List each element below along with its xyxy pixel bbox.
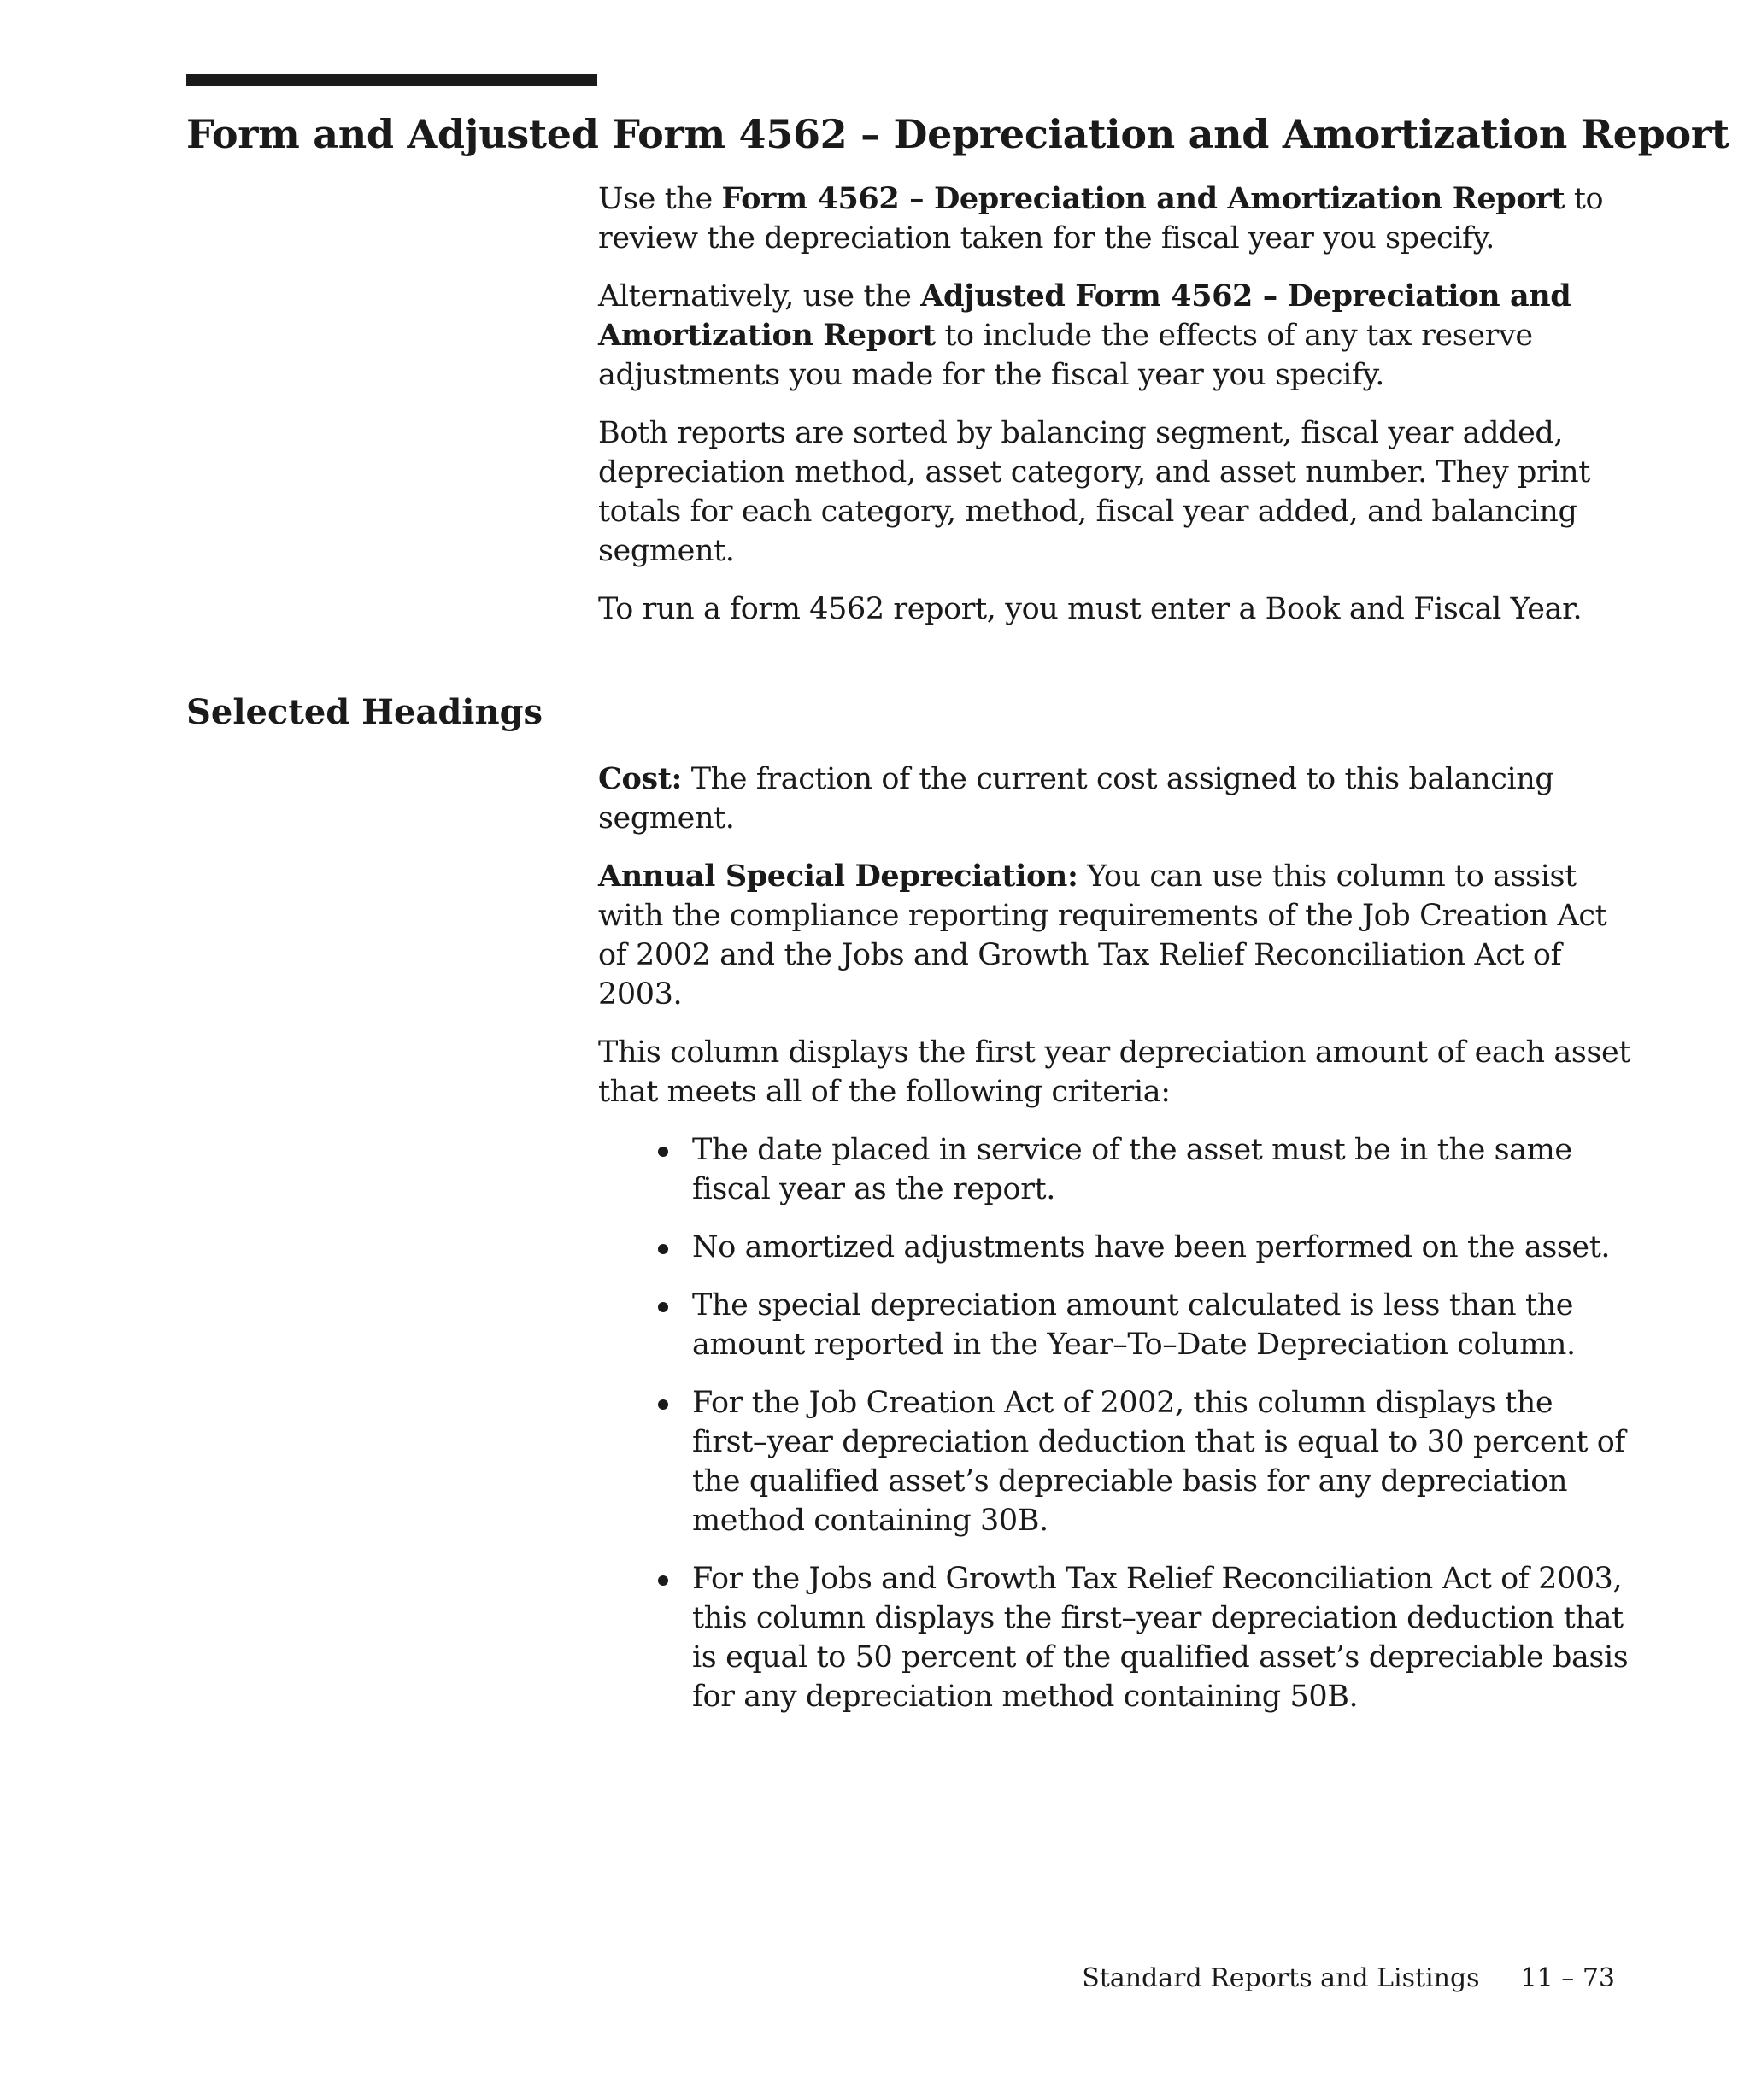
footer-chapter: Standard Reports and Listings bbox=[1082, 1963, 1480, 1993]
list-item: The special depreciation amount calculated is less than the amount reported in the Year–To–Date Depreciation column. bbox=[692, 1286, 1632, 1364]
intro-paragraph-1: Use the Form 4562 – Depreciation and Amortization Report to review the depreciation taken for the fiscal year you specify. bbox=[598, 181, 1604, 255]
bullet-icon bbox=[658, 1147, 668, 1157]
intro-paragraph-4: To run a form 4562 report, you must enter a Book and Fiscal Year. bbox=[598, 592, 1583, 626]
footer-page-number: 11 – 73 bbox=[1520, 1963, 1615, 1993]
criteria-list bbox=[598, 1130, 1632, 1716]
adjusted-report-name-bold: Adjusted Form 4562 – Depreciation and Amortization Report bbox=[598, 279, 1571, 353]
annual-special-depreciation-term: Annual Special Depreciation: bbox=[598, 859, 1078, 894]
page-title: Form and Adjusted Form 4562 – Depreciation and Amortization Report bbox=[186, 111, 1729, 157]
bullet-icon bbox=[658, 1244, 668, 1254]
intro-paragraph-3: Both reports are sorted by balancing segment, fiscal year added, depreciation method, asset category, and asset number. They print totals for each category, method, fiscal year added, and balancing segment. bbox=[598, 416, 1590, 568]
bullet-icon bbox=[658, 1302, 668, 1312]
list-item: The date placed in service of the asset must be in the same fiscal year as the report. bbox=[692, 1130, 1632, 1209]
report-name-bold: Form 4562 – Depreciation and Amortization Report bbox=[721, 181, 1565, 216]
selected-headings-section bbox=[598, 760, 1632, 1735]
intro-section bbox=[598, 179, 1632, 648]
selected-headings-title: Selected Headings bbox=[186, 692, 543, 732]
list-item: No amortized adjustments have been performed on the asset. bbox=[692, 1228, 1632, 1267]
intro-paragraph-2: Alternatively, use the Adjusted Form 4562 – Depreciation and Amortization Report to include the effects of any tax reserve adjustments you made for the fiscal year you specify. bbox=[598, 279, 1571, 392]
bullet-icon bbox=[658, 1399, 668, 1410]
list-item: For the Jobs and Growth Tax Relief Reconciliation Act of 2003, this column displays the first–year depreciation deduction that is equal to 50 percent of the qualified asset’s depreciable basis for any depreciation method containing 50B. bbox=[692, 1559, 1632, 1716]
list-item: For the Job Creation Act of 2002, this column displays the first–year depreciation deduction that is equal to 30 percent of the qualified asset’s depreciable basis for any depreciation method containing 30B. bbox=[692, 1383, 1632, 1540]
annual-special-depreciation-definition: Annual Special Depreciation: You can use this column to assist with the compliance reporting requirements of the Job Creation Act of 2002 and the Jobs and Growth Tax Relief Reconciliation Act of 2003. bbox=[598, 859, 1607, 1012]
cost-term: Cost: bbox=[598, 761, 682, 796]
top-rule bbox=[186, 74, 597, 86]
page-footer bbox=[1082, 1962, 1615, 1996]
cost-definition: Cost: The fraction of the current cost assigned to this balancing segment. bbox=[598, 761, 1554, 836]
bullet-icon bbox=[658, 1575, 668, 1586]
criteria-intro: This column displays the first year depreciation amount of each asset that meets all of the following criteria: bbox=[598, 1035, 1630, 1109]
